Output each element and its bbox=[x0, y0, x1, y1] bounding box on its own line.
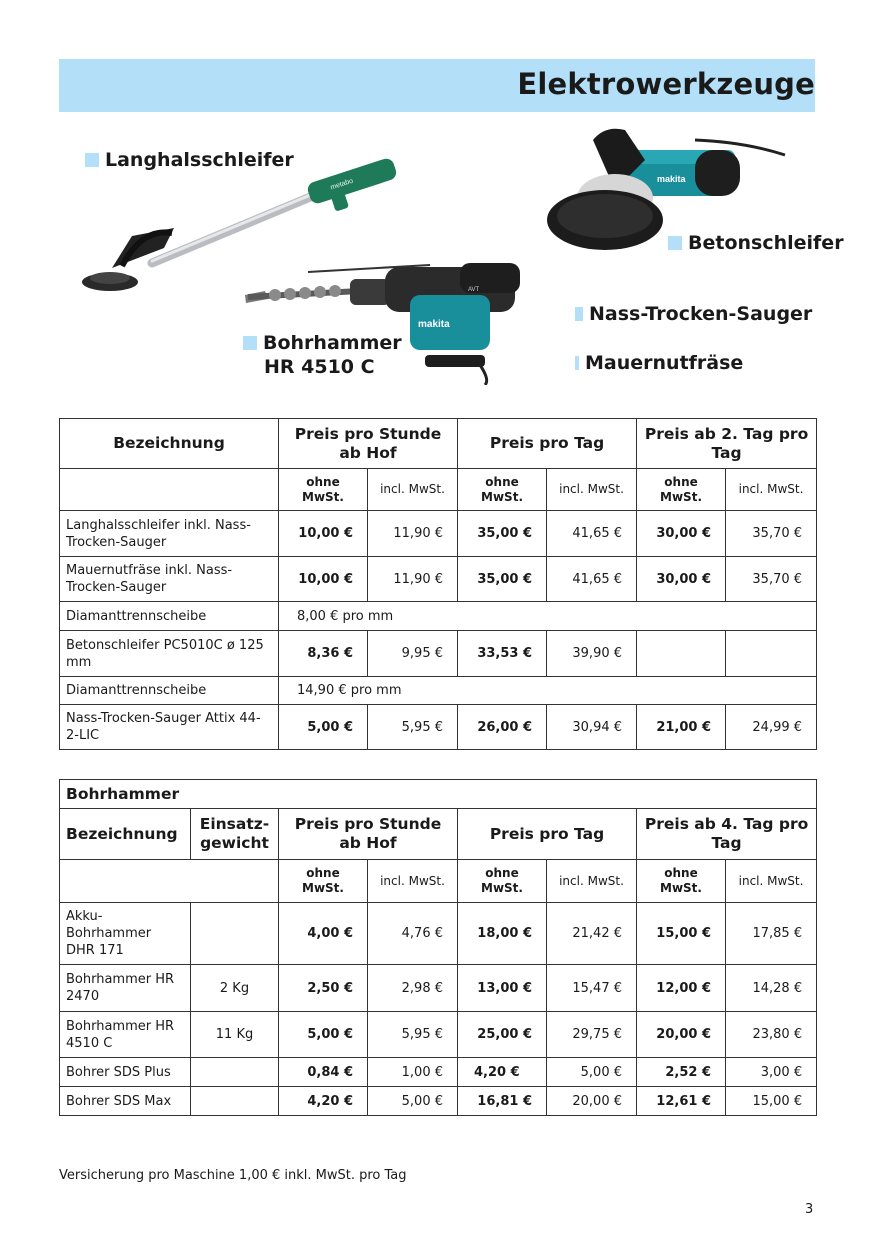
row-weight bbox=[191, 903, 279, 965]
row-name: Langhalsschleifer inkl. Nass-Trocken-Sauger bbox=[60, 511, 279, 557]
price-cell: 11,90 € bbox=[368, 557, 458, 602]
row-weight: 11 Kg bbox=[191, 1012, 279, 1058]
price-cell bbox=[637, 631, 726, 677]
price-cell: 13,00 € bbox=[458, 965, 547, 1012]
price-cell: 23,80 € bbox=[726, 1012, 817, 1058]
price-cell: 30,94 € bbox=[547, 705, 637, 750]
price-cell: 24,99 € bbox=[726, 705, 817, 750]
subheader-incl: incl. MwSt. bbox=[547, 860, 637, 903]
price-cell: 15,00 € bbox=[637, 903, 726, 965]
row-name: Diamanttrennscheibe bbox=[60, 602, 279, 631]
header-row bbox=[60, 809, 817, 860]
subheader-row bbox=[60, 469, 817, 511]
price-cell: 18,00 € bbox=[458, 903, 547, 965]
row-name: Bohrhammer HR 2470 bbox=[60, 965, 191, 1012]
price-cell: 4,20 € bbox=[458, 1058, 547, 1087]
price-cell: 2,52 € bbox=[637, 1058, 726, 1087]
subheader-empty bbox=[60, 860, 279, 903]
table-row bbox=[60, 557, 817, 602]
header-preis-tag: Preis pro Tag bbox=[458, 419, 637, 469]
product-label-mauernutfraese: Mauernutfräse bbox=[575, 351, 743, 375]
price-cell: 4,76 € bbox=[368, 903, 458, 965]
table-row bbox=[60, 1087, 817, 1116]
bullet-square bbox=[575, 356, 579, 370]
bohrhammer-image bbox=[240, 255, 525, 385]
price-cell: 2,50 € bbox=[279, 965, 368, 1012]
price-table-elektrowerkzeuge bbox=[59, 418, 817, 750]
product-label-betonschleifer: Betonschleifer bbox=[668, 231, 844, 255]
price-cell: 5,00 € bbox=[368, 1087, 458, 1116]
price-cell: 8,36 € bbox=[279, 631, 368, 677]
table-row bbox=[60, 965, 817, 1012]
header-bezeichnung: Bezeichnung bbox=[60, 419, 279, 469]
price-cell: 1,00 € bbox=[368, 1058, 458, 1087]
title-banner bbox=[59, 59, 815, 112]
subheader-ohne: ohne MwSt. bbox=[279, 469, 368, 511]
row-name: Nass-Trocken-Sauger Attix 44-2-LIC bbox=[60, 705, 279, 750]
table-row bbox=[60, 677, 817, 705]
subheader-ohne: ohne MwSt. bbox=[637, 469, 726, 511]
price-cell: 0,84 € bbox=[279, 1058, 368, 1087]
table-title-row bbox=[60, 780, 817, 809]
avt-badge: AVT bbox=[468, 287, 480, 293]
price-cell: 3,00 € bbox=[726, 1058, 817, 1087]
price-cell: 15,47 € bbox=[547, 965, 637, 1012]
price-cell: 5,00 € bbox=[279, 1012, 368, 1058]
header-row bbox=[60, 419, 817, 469]
price-cell bbox=[726, 631, 817, 677]
table-row bbox=[60, 602, 817, 631]
price-cell: 14,28 € bbox=[726, 965, 817, 1012]
price-cell: 33,53 € bbox=[458, 631, 547, 677]
price-cell: 21,00 € bbox=[637, 705, 726, 750]
makita-logo: makita bbox=[657, 174, 686, 184]
row-name: Mauernutfräse inkl. Nass-Trocken-Sauger bbox=[60, 557, 279, 602]
row-name: Bohrhammer HR 4510 C bbox=[60, 1012, 191, 1058]
insurance-note: Versicherung pro Maschine 1,00 € inkl. MwSt. pro Tag bbox=[59, 1168, 407, 1183]
row-name: Diamanttrennscheibe bbox=[60, 677, 279, 705]
price-cell: 20,00 € bbox=[637, 1012, 726, 1058]
subheader-ohne: ohne MwSt. bbox=[279, 860, 368, 903]
price-cell: 30,00 € bbox=[637, 511, 726, 557]
row-name: Bohrer SDS Max bbox=[60, 1087, 191, 1116]
header-preis-stunde: Preis pro Stunde ab Hof bbox=[279, 809, 458, 860]
price-cell: 35,70 € bbox=[726, 511, 817, 557]
header-preis-ab-2-tag: Preis ab 2. Tag pro Tag bbox=[637, 419, 817, 469]
price-cell: 11,90 € bbox=[368, 511, 458, 557]
price-cell: 12,61 € bbox=[637, 1087, 726, 1116]
table-row bbox=[60, 631, 817, 677]
price-cell: 35,00 € bbox=[458, 557, 547, 602]
price-cell: 4,20 € bbox=[279, 1087, 368, 1116]
price-cell: 5,95 € bbox=[368, 1012, 458, 1058]
subheader-incl: incl. MwSt. bbox=[726, 469, 817, 511]
price-cell: 5,95 € bbox=[368, 705, 458, 750]
price-cell: 41,65 € bbox=[547, 511, 637, 557]
row-name: Bohrer SDS Plus bbox=[60, 1058, 191, 1087]
price-cell: 20,00 € bbox=[547, 1087, 637, 1116]
price-cell: 35,00 € bbox=[458, 511, 547, 557]
table-row bbox=[60, 903, 817, 965]
subheader-incl: incl. MwSt. bbox=[547, 469, 637, 511]
makita-logo: makita bbox=[418, 319, 450, 330]
bullet-square bbox=[575, 307, 583, 321]
price-cell: 39,90 € bbox=[547, 631, 637, 677]
subheader-empty bbox=[60, 469, 279, 511]
subheader-ohne: ohne MwSt. bbox=[458, 469, 547, 511]
subheader-incl: incl. MwSt. bbox=[368, 860, 458, 903]
header-bezeichnung: Bezeichnung bbox=[60, 809, 191, 860]
price-cell: 4,00 € bbox=[279, 903, 368, 965]
price-cell: 25,00 € bbox=[458, 1012, 547, 1058]
header-preis-stunde: Preis pro Stunde ab Hof bbox=[279, 419, 458, 469]
price-cell: 30,00 € bbox=[637, 557, 726, 602]
row-weight: 2 Kg bbox=[191, 965, 279, 1012]
header-preis-tag: Preis pro Tag bbox=[458, 809, 637, 860]
subheader-incl: incl. MwSt. bbox=[726, 860, 817, 903]
price-cell: 21,42 € bbox=[547, 903, 637, 965]
table-title: Bohrhammer bbox=[60, 780, 817, 809]
product-label-langhalsschleifer: Langhalsschleifer bbox=[85, 148, 294, 172]
header-einsatzgewicht: Einsatz- gewicht bbox=[191, 809, 279, 860]
metabo-logo: metabo bbox=[329, 177, 355, 192]
price-cell: 9,95 € bbox=[368, 631, 458, 677]
price-cell: 10,00 € bbox=[279, 557, 368, 602]
price-cell: 5,00 € bbox=[279, 705, 368, 750]
price-cell: 15,00 € bbox=[726, 1087, 817, 1116]
product-label-bohrhammer: Bohrhammer HR 4510 C bbox=[243, 331, 402, 379]
price-note: 8,00 € pro mm bbox=[279, 602, 817, 631]
row-name: Akku- Bohrhammer DHR 171 bbox=[60, 903, 191, 965]
price-cell: 26,00 € bbox=[458, 705, 547, 750]
price-cell: 10,00 € bbox=[279, 511, 368, 557]
subheader-incl: incl. MwSt. bbox=[368, 469, 458, 511]
header-preis-ab-4-tag: Preis ab 4. Tag pro Tag bbox=[637, 809, 817, 860]
subheader-row bbox=[60, 860, 817, 903]
price-cell: 2,98 € bbox=[368, 965, 458, 1012]
betonschleifer-image bbox=[545, 120, 790, 255]
price-cell: 29,75 € bbox=[547, 1012, 637, 1058]
table-row bbox=[60, 1058, 817, 1087]
price-cell: 17,85 € bbox=[726, 903, 817, 965]
price-table-bohrhammer bbox=[59, 779, 817, 1116]
row-name: Betonschleifer PC5010C ø 125 mm bbox=[60, 631, 279, 677]
price-note: 14,90 € pro mm bbox=[279, 677, 817, 705]
price-cell: 16,81 € bbox=[458, 1087, 547, 1116]
price-cell: 41,65 € bbox=[547, 557, 637, 602]
price-cell: 35,70 € bbox=[726, 557, 817, 602]
product-label-nass-trocken-sauger: Nass-Trocken-Sauger bbox=[575, 302, 812, 326]
table-row bbox=[60, 1012, 817, 1058]
table-row bbox=[60, 705, 817, 750]
row-weight bbox=[191, 1087, 279, 1116]
subheader-ohne: ohne MwSt. bbox=[458, 860, 547, 903]
price-cell: 5,00 € bbox=[547, 1058, 637, 1087]
table-row bbox=[60, 511, 817, 557]
price-cell: 12,00 € bbox=[637, 965, 726, 1012]
page-title: Elektrowerkzeuge bbox=[517, 67, 815, 101]
page-number: 3 bbox=[805, 1202, 814, 1217]
subheader-ohne: ohne MwSt. bbox=[637, 860, 726, 903]
row-weight bbox=[191, 1058, 279, 1087]
